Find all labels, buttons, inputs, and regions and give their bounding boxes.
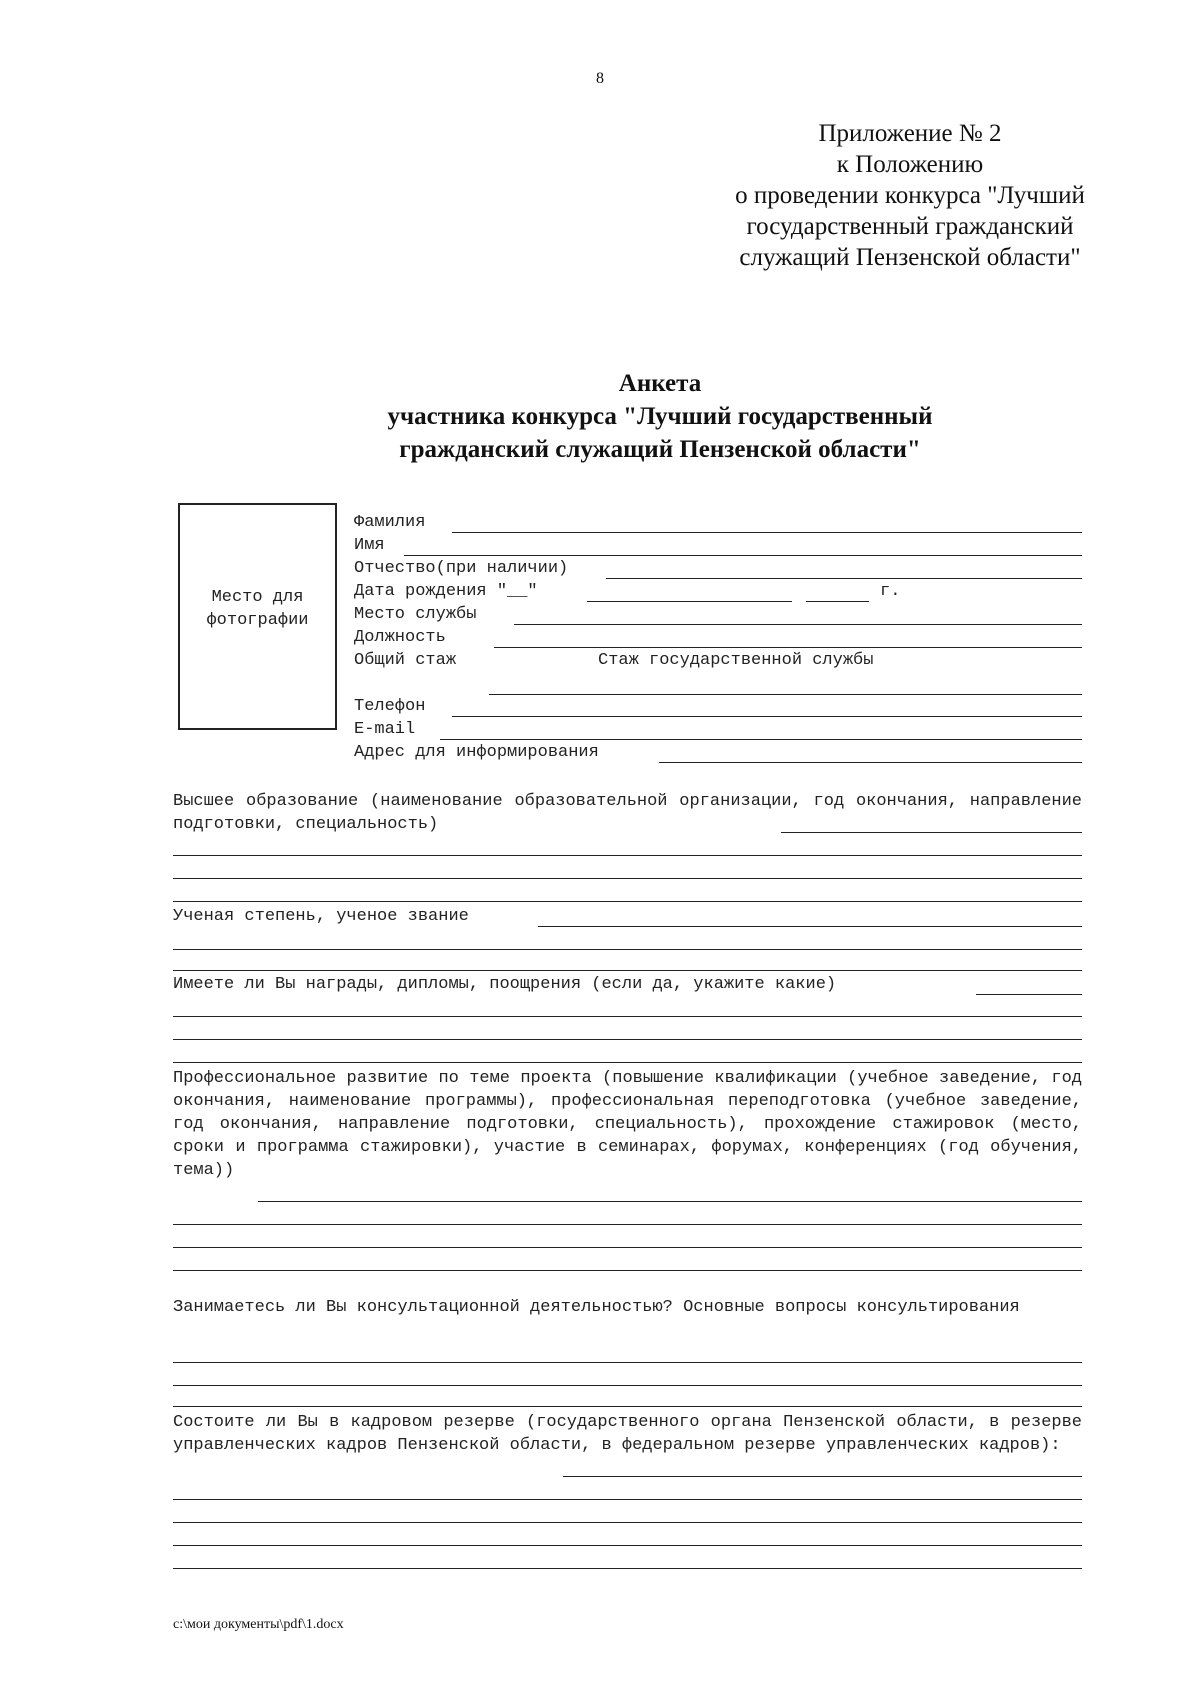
professional-development-prompt: Профессиональное развитие по теме проекта (повышение квалификации (учебное заведение, год окончания, наименование программы), профессиональная переподготовка (учебное заведение, год окончания, направление подготовки, специальность), прохождение стажировок (место, сроки и программа стажировки), участие в семинарах, форумах, конференциях (год обучения, тема)) xyxy=(173,1069,1082,1180)
page-number: 8 xyxy=(596,70,604,87)
answer-line[interactable] xyxy=(173,949,1082,950)
answer-line[interactable] xyxy=(173,878,1082,879)
answer-line[interactable] xyxy=(563,1476,1082,1477)
title-line: гражданский служащий Пензенской области" xyxy=(399,436,921,463)
total-experience-label: Общий стаж xyxy=(354,651,457,670)
name-field[interactable] xyxy=(404,555,1082,556)
experience-field[interactable] xyxy=(489,694,1082,695)
title-line: участника конкурса "Лучший государственный xyxy=(387,403,933,430)
name-label: Имя xyxy=(354,536,385,555)
answer-line[interactable] xyxy=(258,1201,1082,1202)
answer-line[interactable] xyxy=(173,1270,1082,1271)
answer-line[interactable] xyxy=(173,1545,1082,1546)
photo-label-line: фотографии xyxy=(206,611,309,630)
surname-field[interactable] xyxy=(452,532,1082,533)
birth-month-field[interactable] xyxy=(587,601,792,602)
birth-year-field[interactable] xyxy=(806,601,869,602)
reserve-prompt: Состоите ли Вы в кадровом резерве (государственного органа Пензенской области, в резерве управленческих кадров Пензенской области, в федеральном резерве управленческих кадров): xyxy=(173,1413,1082,1455)
answer-line[interactable] xyxy=(173,855,1082,856)
phone-label: Телефон xyxy=(354,697,426,716)
answer-line[interactable] xyxy=(173,1499,1082,1500)
address-field[interactable] xyxy=(659,762,1082,763)
higher-education-prompt: Высшее образование (наименование образовательной организации, год окончания, направление подготовки, специальность) xyxy=(173,792,1082,834)
address-label: Адрес для информирования xyxy=(354,743,599,762)
appendix-line: служащий Пензенской области" xyxy=(739,244,1081,271)
answer-line[interactable] xyxy=(976,994,1082,995)
answer-line[interactable] xyxy=(173,901,1082,902)
title-line: Анкета xyxy=(618,370,702,397)
surname-label: Фамилия xyxy=(354,513,426,532)
answer-line[interactable] xyxy=(173,1406,1082,1407)
answer-line[interactable] xyxy=(781,832,1082,833)
photo-placeholder[interactable] xyxy=(178,503,337,730)
answer-line[interactable] xyxy=(173,1568,1082,1569)
consulting-prompt: Занимаетесь ли Вы консультационной деятельностью? Основные вопросы консультирования xyxy=(173,1298,1020,1317)
academic-degree-prompt: Ученая степень, ученое звание xyxy=(173,907,469,926)
answer-line[interactable] xyxy=(173,1362,1082,1363)
birth-date-label: Дата рождения "__" xyxy=(354,582,538,601)
position-label: Должность xyxy=(354,628,446,647)
answer-line[interactable] xyxy=(173,1062,1082,1063)
patronymic-field[interactable] xyxy=(606,578,1082,579)
workplace-field[interactable] xyxy=(514,624,1082,625)
answer-line[interactable] xyxy=(173,1247,1082,1248)
workplace-label: Место службы xyxy=(354,605,477,624)
patronymic-label: Отчество(при наличии) xyxy=(354,559,569,578)
answer-line[interactable] xyxy=(173,1522,1082,1523)
appendix-line: государственный гражданский xyxy=(746,213,1074,240)
answer-line[interactable] xyxy=(173,1224,1082,1225)
photo-label xyxy=(180,586,335,632)
awards-prompt: Имеете ли Вы награды, дипломы, поощрения (если да, укажите какие) xyxy=(173,975,837,994)
appendix-line: к Положению xyxy=(836,151,984,178)
civil-service-experience-label: Стаж государственной службы xyxy=(598,651,874,670)
answer-line[interactable] xyxy=(173,1039,1082,1040)
email-field[interactable] xyxy=(440,739,1082,740)
footer-file-path: c:\мои документы\pdf\1.docx xyxy=(173,1617,344,1632)
answer-line[interactable] xyxy=(173,970,1082,971)
answer-line[interactable] xyxy=(173,1016,1082,1017)
phone-field[interactable] xyxy=(452,716,1082,717)
photo-label-line: Место для xyxy=(211,588,304,607)
position-field[interactable] xyxy=(494,647,1082,648)
appendix-line: о проведении конкурса "Лучший xyxy=(735,182,1085,209)
email-label: E-mail xyxy=(354,720,416,739)
answer-line[interactable] xyxy=(538,926,1082,927)
appendix-header xyxy=(680,118,1140,273)
appendix-line: Приложение № 2 xyxy=(818,120,1002,147)
form-title xyxy=(0,367,1200,466)
answer-line[interactable] xyxy=(173,1385,1082,1386)
birth-year-suffix: г. xyxy=(880,582,901,601)
